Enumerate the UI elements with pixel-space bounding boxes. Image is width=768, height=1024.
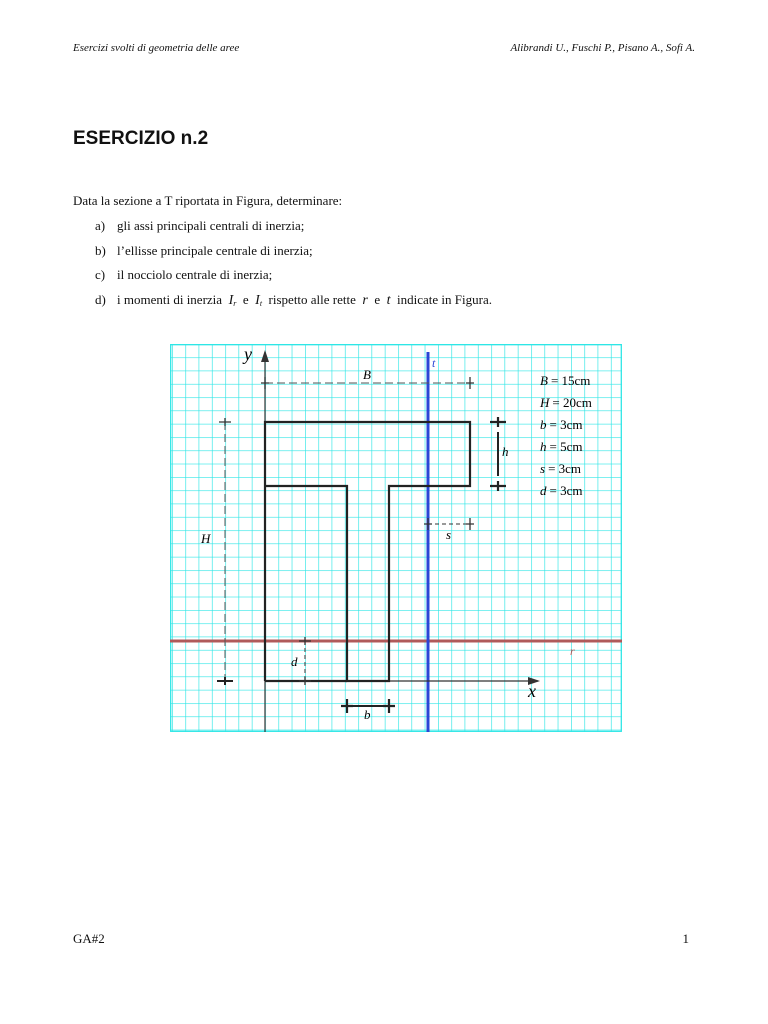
legend-row — [540, 439, 582, 454]
label-d: d — [291, 654, 298, 669]
task-list — [95, 218, 492, 316]
legend-value: = 3cm — [548, 461, 582, 476]
legend-row — [540, 373, 590, 388]
task-item-a — [95, 218, 492, 243]
symbol-subscript-t: t — [259, 298, 263, 308]
task-text: indicate in Figura. — [397, 291, 492, 307]
task-text: gli assi principali centrali di inerzia; — [117, 218, 305, 233]
task-text: il nocciolo centrale di inerzia; — [117, 267, 273, 282]
task-letter: a) — [95, 218, 106, 233]
legend-row — [540, 417, 582, 432]
legend-row — [539, 395, 592, 410]
task-text: i momenti di inerzia — [117, 291, 223, 307]
symbol-r: r — [362, 292, 368, 308]
legend-value: = 15cm — [550, 373, 591, 388]
label-h: h — [502, 444, 509, 459]
symbol-t: t — [386, 292, 391, 308]
label-r-axis: r — [570, 644, 575, 658]
task-item-c — [95, 267, 492, 292]
legend-value: = 3cm — [549, 417, 583, 432]
label-x-axis: x — [528, 681, 536, 701]
task-item-b — [95, 243, 492, 268]
footer-label: GA#2 — [73, 931, 105, 946]
label-H: H — [201, 531, 211, 546]
task-item-d — [95, 292, 492, 317]
legend-symbol: s — [540, 461, 546, 476]
exercise-intro: Data la sezione a T riportata in Figura, determinare: — [73, 193, 343, 208]
legend-symbol: d — [540, 483, 547, 498]
legend-symbol: h — [540, 439, 547, 454]
task-letter: b) — [95, 242, 106, 258]
label-s: s — [446, 527, 452, 542]
symbol-I: I — [255, 292, 260, 308]
conjunction: e — [242, 291, 249, 307]
legend-value: = 3cm — [549, 483, 583, 498]
legend-value: = 5cm — [549, 439, 583, 454]
exercise-title: ESERCIZIO n.2 — [73, 128, 209, 149]
conjunction: e — [374, 291, 381, 307]
running-header-title: Esercizi svolti di geometria delle aree — [73, 42, 240, 54]
symbol-subscript-r: r — [233, 298, 237, 308]
legend-symbol: B — [540, 373, 548, 388]
running-header-authors: Alibrandi U., Fuschi P., Pisano A., Sofi A. — [510, 42, 695, 54]
label-y-axis: y — [244, 344, 252, 364]
symbol-I: I — [228, 292, 234, 308]
task-text: l’ellisse principale centrale di inerzia; — [117, 242, 313, 258]
legend-value: = 20cm — [552, 395, 592, 410]
task-letter: c) — [95, 267, 106, 282]
label-b: b — [364, 707, 371, 722]
label-t-axis: t — [432, 356, 436, 370]
legend-symbol: H — [540, 395, 550, 410]
page-number: 1 — [682, 931, 689, 946]
t-section-figure — [170, 344, 622, 732]
label-B: B — [363, 367, 371, 382]
task-text: rispetto alle rette — [268, 291, 356, 307]
task-letter: d) — [95, 291, 106, 307]
legend-row — [540, 483, 582, 498]
legend-symbol: b — [540, 417, 547, 432]
figure-canvas — [170, 344, 622, 732]
